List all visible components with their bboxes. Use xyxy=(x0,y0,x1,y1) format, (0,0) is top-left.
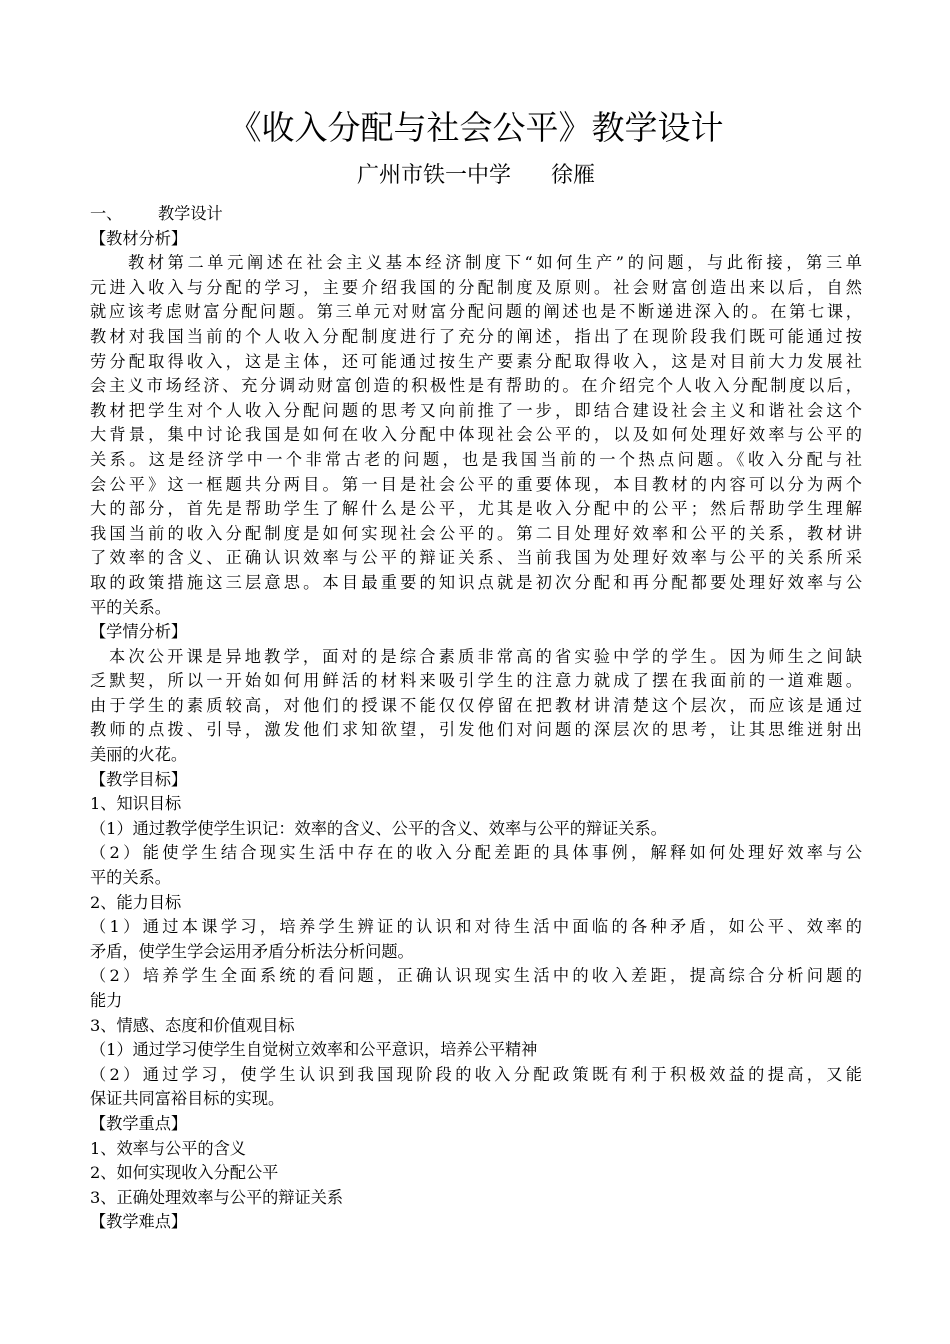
text-line: 【教学难点】 xyxy=(90,1212,188,1232)
text-line: 会公平》这一框题共分两目。第一目是社会公平的重要体现，本目教材的内容可以分为两个 xyxy=(90,474,862,494)
text-line: 乏默契，所以一开始如何用鲜活的材料来吸引学生的注意力就成了摆在我面前的一道难题。 xyxy=(90,671,862,691)
text-line: 平的关系。 xyxy=(90,597,171,617)
text-line: 本次公开课是异地教学，面对的是综合素质非常高的省实验中学的学生。因为师生之间缺 xyxy=(109,646,862,666)
text-line: 能力 xyxy=(90,991,123,1010)
text-line: 矛盾，使学生学会运用矛盾分析法分析问题。 xyxy=(90,941,414,961)
text-line: 关系。这是经济学中一个非常古老的问题，也是我国当前的一个热点问题。《收入分配与社 xyxy=(90,449,862,469)
section-title: 教学设计 xyxy=(158,204,223,223)
text-line: （2）能使学生结合现实生活中存在的收入分配差距的具体事例，解释如何处理好效率与公 xyxy=(90,843,862,863)
document-body xyxy=(90,202,862,1235)
text-line: 教材第二单元阐述在社会主义基本经济制度下“如何生产”的问题，与此衔接，第三单 xyxy=(128,253,862,273)
text-line: 就应该考虑财富分配问题。第三单元对财富分配问题的阐述也是不断递进深入的。在第七课， xyxy=(90,302,862,322)
text-line: 3、正确处理效率与公平的辩证关系 xyxy=(90,1187,344,1207)
document-subtitle xyxy=(90,160,862,192)
text-line: 大的部分，首先是帮助学生了解什么是公平，尤其是收入分配中的公平；然后帮助学生理解 xyxy=(90,499,862,519)
text-line: 【学情分析】 xyxy=(90,622,188,642)
text-line: 了效率的含义、正确认识效率与公平的辩证关系、当前我国为处理好效率与公平的关系所采 xyxy=(90,548,862,568)
section-heading xyxy=(90,202,862,227)
section-number: 一、 xyxy=(90,204,123,223)
text-line: 教材对我国当前的个人收入分配制度进行了充分的阐述，指出了在现阶段我们既可能通过按 xyxy=(90,326,862,346)
text-line: （2）培养学生全面系统的看问题，正确认识现实生活中的收入差距，提高综合分析问题的 xyxy=(90,966,862,986)
text-line: 我国当前的收入分配制度是如何实现社会公平的。第二目处理好效率和公平的关系，教材讲 xyxy=(90,523,862,543)
text-line: 3、情感、态度和价值观目标 xyxy=(90,1015,295,1035)
text-line: 教师的点拨、引导，激发他们求知欲望，引发他们对问题的深层次的思考，让其思维迸射出 xyxy=(90,720,862,740)
text-line: （1）通过本课学习，培养学生辨证的认识和对待生活中面临的各种矛盾，如公平、效率的 xyxy=(90,917,862,937)
text-line: 平的关系。 xyxy=(90,868,171,888)
body-lines xyxy=(90,227,862,1235)
text-line: 大背景，集中讨论我国是如何在收入分配中体现社会公平的，以及如何处理好效率与公平的 xyxy=(90,425,862,445)
text-line: 【教材分析】 xyxy=(90,228,188,248)
text-line: （1）通过学习使学生自觉树立效率和公平意识，培养公平精神 xyxy=(90,1040,538,1060)
text-line: 教材把学生对个人收入分配问题的思考又向前推了一步，即结合建设社会主义和谐社会这个 xyxy=(90,400,862,420)
text-line: 取的政策措施这三层意思。本目最重要的知识点就是初次分配和再分配都要处理好效率与公 xyxy=(90,572,862,592)
text-line: 劳分配取得收入，这是主体，还可能通过按生产要素分配取得收入，这是对目前大力发展社 xyxy=(90,351,862,371)
text-line: 保证共同富裕目标的实现。 xyxy=(90,1089,285,1109)
document-title: 《收入分配与社会公平》教学设计 xyxy=(228,108,724,147)
text-line: 2、能力目标 xyxy=(90,892,182,912)
text-line: 2、如何实现收入分配公平 xyxy=(90,1163,279,1183)
text-line: 元进入收入与分配的学习，主要介绍我国的分配制度及原则。社会财富创造出来以后，自然 xyxy=(90,277,862,297)
text-line: 由于学生的素质较高，对他们的授课不能仅仅停留在把教材讲清楚这个层次，而应该是通过 xyxy=(90,695,862,715)
text-line: 【教学重点】 xyxy=(90,1113,188,1133)
school-name: 广州市铁一中学 xyxy=(356,163,511,188)
text-line: 会主义市场经济、充分调动财富创造的积极性是有帮助的。在介绍完个人收入分配制度以后， xyxy=(90,376,862,396)
text-line: 美丽的火花。 xyxy=(90,745,188,765)
text-line: （1）通过教学使学生识记：效率的含义、公平的含义、效率与公平的辩证关系。 xyxy=(90,818,667,838)
text-line: 1、知识目标 xyxy=(90,794,182,814)
text-line: 1、效率与公平的含义 xyxy=(90,1138,246,1158)
text-line: （2）通过学习，使学生认识到我国现阶段的收入分配政策既有利于积极效益的提高，又能 xyxy=(90,1064,862,1084)
author-name: 徐雁 xyxy=(551,163,596,188)
text-line: 【教学目标】 xyxy=(90,769,188,789)
